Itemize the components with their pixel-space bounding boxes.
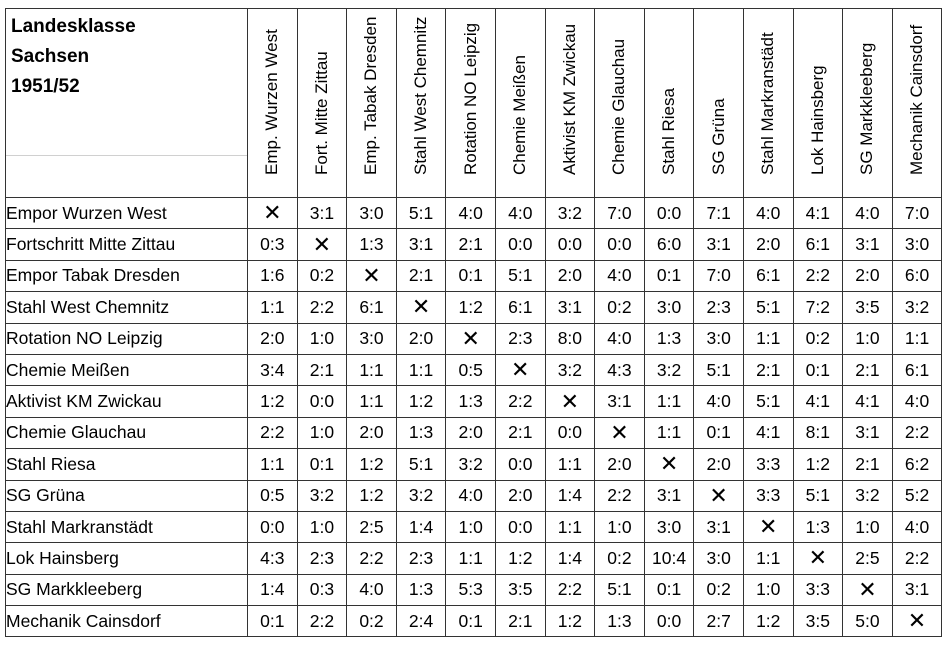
score-cell: 5:1 bbox=[595, 574, 645, 605]
score-cell: 1:2 bbox=[545, 606, 595, 637]
table-row bbox=[6, 511, 942, 542]
score-cell: 2:2 bbox=[595, 480, 645, 511]
score-cell: 0:0 bbox=[545, 417, 595, 448]
row-team-name: Empor Tabak Dresden bbox=[6, 260, 248, 291]
score-cell: 1:2 bbox=[446, 292, 496, 323]
score-cell: 1:4 bbox=[248, 574, 298, 605]
column-header-label: Rotation NO Leipzig bbox=[460, 22, 480, 175]
score-cell: 2:0 bbox=[545, 260, 595, 291]
score-cell: 6:1 bbox=[793, 229, 843, 260]
score-cell: 0:3 bbox=[297, 574, 347, 605]
score-cell: 6:0 bbox=[644, 229, 694, 260]
score-cell: 3:2 bbox=[892, 292, 942, 323]
score-cell: 2:2 bbox=[545, 574, 595, 605]
score-cell: 0:0 bbox=[644, 606, 694, 637]
score-cell: 1:1 bbox=[347, 354, 397, 385]
score-cell: 4:1 bbox=[793, 198, 843, 229]
score-cell: 7:0 bbox=[595, 198, 645, 229]
score-cell: 4:0 bbox=[843, 198, 893, 229]
score-cell: 1:1 bbox=[446, 543, 496, 574]
score-cell: 3:3 bbox=[743, 480, 793, 511]
score-cell: 3:0 bbox=[694, 323, 744, 354]
score-cell: 2:1 bbox=[446, 229, 496, 260]
row-team-name: Empor Wurzen West bbox=[6, 198, 248, 229]
score-cell: 4:0 bbox=[595, 323, 645, 354]
score-cell: 3:5 bbox=[793, 606, 843, 637]
score-cell: 2:2 bbox=[892, 543, 942, 574]
score-cell: 3:2 bbox=[446, 449, 496, 480]
column-header-label: Lok Hainsberg bbox=[807, 65, 827, 175]
score-cell: 7:1 bbox=[694, 198, 744, 229]
score-cell: 4:0 bbox=[892, 386, 942, 417]
score-cell: 3:5 bbox=[843, 292, 893, 323]
self-match-cross-icon: ✕ bbox=[644, 449, 694, 480]
score-cell: 2:1 bbox=[743, 354, 793, 385]
score-cell: 5:1 bbox=[495, 260, 545, 291]
score-cell: 0:5 bbox=[248, 480, 298, 511]
score-cell: 1:4 bbox=[545, 543, 595, 574]
header-row bbox=[6, 9, 942, 198]
score-cell: 3:2 bbox=[396, 480, 446, 511]
score-cell: 1:1 bbox=[396, 354, 446, 385]
score-cell: 0:1 bbox=[644, 574, 694, 605]
score-cell: 1:4 bbox=[396, 511, 446, 542]
column-header-label: SG Grüna bbox=[708, 98, 728, 175]
score-cell: 5:1 bbox=[396, 449, 446, 480]
score-cell: 1:3 bbox=[396, 574, 446, 605]
score-cell: 3:1 bbox=[694, 511, 744, 542]
score-cell: 4:3 bbox=[248, 543, 298, 574]
table-row bbox=[6, 606, 942, 637]
score-cell: 2:0 bbox=[248, 323, 298, 354]
score-cell: 0:2 bbox=[595, 543, 645, 574]
score-cell: 3:0 bbox=[644, 511, 694, 542]
column-header-label: Stahl Markranstädt bbox=[758, 32, 778, 175]
column-header-label: Emp. Wurzen West bbox=[262, 29, 282, 175]
score-cell: 2:0 bbox=[396, 323, 446, 354]
self-match-cross-icon: ✕ bbox=[248, 198, 298, 229]
score-cell: 5:1 bbox=[793, 480, 843, 511]
score-cell: 1:0 bbox=[843, 511, 893, 542]
score-cell: 5:1 bbox=[743, 386, 793, 417]
score-cell: 3:1 bbox=[595, 386, 645, 417]
table-row bbox=[6, 417, 942, 448]
row-team-name: Mechanik Cainsdorf bbox=[6, 606, 248, 637]
score-cell: 1:3 bbox=[347, 229, 397, 260]
score-cell: 3:1 bbox=[843, 229, 893, 260]
score-cell: 7:0 bbox=[892, 198, 942, 229]
score-cell: 2:4 bbox=[396, 606, 446, 637]
score-cell: 1:6 bbox=[248, 260, 298, 291]
column-header-label: Stahl Riesa bbox=[659, 88, 679, 175]
score-cell: 3:5 bbox=[495, 574, 545, 605]
table-row bbox=[6, 229, 942, 260]
table-row bbox=[6, 386, 942, 417]
score-cell: 2:0 bbox=[347, 417, 397, 448]
column-header bbox=[644, 9, 694, 198]
score-cell: 6:1 bbox=[495, 292, 545, 323]
score-cell: 0:0 bbox=[644, 198, 694, 229]
row-team-name: Stahl Markranstädt bbox=[6, 511, 248, 542]
column-header bbox=[793, 9, 843, 198]
score-cell: 2:0 bbox=[446, 417, 496, 448]
score-cell: 4:0 bbox=[495, 198, 545, 229]
score-cell: 0:0 bbox=[495, 229, 545, 260]
column-header-label: Fort. Mitte Zittau bbox=[311, 51, 331, 175]
score-cell: 1:3 bbox=[793, 511, 843, 542]
table-title-cell bbox=[6, 9, 248, 198]
results-table-body bbox=[6, 198, 942, 637]
score-cell: 2:2 bbox=[297, 606, 347, 637]
column-header bbox=[495, 9, 545, 198]
score-cell: 0:1 bbox=[297, 449, 347, 480]
score-cell: 2:3 bbox=[297, 543, 347, 574]
score-cell: 6:1 bbox=[892, 354, 942, 385]
score-cell: 3:2 bbox=[644, 354, 694, 385]
score-cell: 4:3 bbox=[595, 354, 645, 385]
score-cell: 3:2 bbox=[297, 480, 347, 511]
score-cell: 2:1 bbox=[495, 606, 545, 637]
title-line-season: 1951/52 bbox=[11, 76, 80, 97]
score-cell: 0:1 bbox=[644, 260, 694, 291]
score-cell: 2:5 bbox=[347, 511, 397, 542]
score-cell: 0:1 bbox=[446, 260, 496, 291]
score-cell: 4:0 bbox=[347, 574, 397, 605]
score-cell: 1:2 bbox=[743, 606, 793, 637]
score-cell: 2:0 bbox=[694, 449, 744, 480]
score-cell: 1:2 bbox=[793, 449, 843, 480]
score-cell: 6:1 bbox=[743, 260, 793, 291]
row-team-name: Chemie Meißen bbox=[6, 354, 248, 385]
score-cell: 0:1 bbox=[793, 354, 843, 385]
score-cell: 1:0 bbox=[843, 323, 893, 354]
score-cell: 4:0 bbox=[446, 198, 496, 229]
self-match-cross-icon: ✕ bbox=[843, 574, 893, 605]
score-cell: 2:0 bbox=[843, 260, 893, 291]
score-cell: 4:1 bbox=[843, 386, 893, 417]
score-cell: 2:1 bbox=[297, 354, 347, 385]
score-cell: 1:2 bbox=[347, 480, 397, 511]
self-match-cross-icon: ✕ bbox=[297, 229, 347, 260]
score-cell: 0:1 bbox=[446, 606, 496, 637]
score-cell: 6:2 bbox=[892, 449, 942, 480]
score-cell: 1:3 bbox=[446, 386, 496, 417]
column-header bbox=[396, 9, 446, 198]
score-cell: 2:2 bbox=[248, 417, 298, 448]
score-cell: 0:0 bbox=[297, 386, 347, 417]
score-cell: 1:1 bbox=[248, 292, 298, 323]
score-cell: 5:1 bbox=[694, 354, 744, 385]
score-cell: 0:2 bbox=[297, 260, 347, 291]
self-match-cross-icon: ✕ bbox=[396, 292, 446, 323]
score-cell: 4:0 bbox=[743, 198, 793, 229]
score-cell: 3:0 bbox=[347, 198, 397, 229]
score-cell: 5:1 bbox=[396, 198, 446, 229]
table-row bbox=[6, 574, 942, 605]
score-cell: 5:0 bbox=[843, 606, 893, 637]
score-cell: 3:3 bbox=[793, 574, 843, 605]
score-cell: 1:1 bbox=[644, 386, 694, 417]
score-cell: 0:5 bbox=[446, 354, 496, 385]
score-cell: 6:1 bbox=[347, 292, 397, 323]
score-cell: 0:2 bbox=[793, 323, 843, 354]
score-cell: 2:3 bbox=[495, 323, 545, 354]
score-cell: 1:1 bbox=[892, 323, 942, 354]
row-team-name: Stahl Riesa bbox=[6, 449, 248, 480]
score-cell: 3:1 bbox=[545, 292, 595, 323]
score-cell: 1:2 bbox=[248, 386, 298, 417]
score-cell: 3:2 bbox=[545, 198, 595, 229]
column-header bbox=[843, 9, 893, 198]
table-row bbox=[6, 260, 942, 291]
score-cell: 0:0 bbox=[248, 511, 298, 542]
column-header bbox=[248, 9, 298, 198]
score-cell: 3:3 bbox=[743, 449, 793, 480]
score-cell: 2:0 bbox=[495, 480, 545, 511]
score-cell: 2:3 bbox=[694, 292, 744, 323]
self-match-cross-icon: ✕ bbox=[545, 386, 595, 417]
score-cell: 4:0 bbox=[446, 480, 496, 511]
score-cell: 5:3 bbox=[446, 574, 496, 605]
column-header-label: Chemie Meißen bbox=[510, 55, 530, 175]
column-header bbox=[347, 9, 397, 198]
score-cell: 4:1 bbox=[793, 386, 843, 417]
table-row bbox=[6, 292, 942, 323]
score-cell: 1:2 bbox=[495, 543, 545, 574]
column-header-label: Chemie Glauchau bbox=[609, 38, 629, 175]
score-cell: 2:5 bbox=[843, 543, 893, 574]
score-cell: 3:1 bbox=[892, 574, 942, 605]
score-cell: 1:1 bbox=[545, 511, 595, 542]
score-cell: 1:1 bbox=[743, 323, 793, 354]
score-cell: 2:1 bbox=[396, 260, 446, 291]
score-cell: 3:1 bbox=[396, 229, 446, 260]
score-cell: 7:0 bbox=[694, 260, 744, 291]
score-cell: 0:3 bbox=[248, 229, 298, 260]
score-cell: 5:2 bbox=[892, 480, 942, 511]
score-cell: 2:2 bbox=[793, 260, 843, 291]
score-cell: 3:4 bbox=[248, 354, 298, 385]
table-row bbox=[6, 323, 942, 354]
column-header bbox=[446, 9, 496, 198]
self-match-cross-icon: ✕ bbox=[892, 606, 942, 637]
score-cell: 4:0 bbox=[694, 386, 744, 417]
score-cell: 0:1 bbox=[694, 417, 744, 448]
score-cell: 6:0 bbox=[892, 260, 942, 291]
score-cell: 2:3 bbox=[396, 543, 446, 574]
score-cell: 10:4 bbox=[644, 543, 694, 574]
score-cell: 3:1 bbox=[843, 417, 893, 448]
self-match-cross-icon: ✕ bbox=[347, 260, 397, 291]
column-header bbox=[892, 9, 942, 198]
column-header bbox=[297, 9, 347, 198]
score-cell: 1:0 bbox=[743, 574, 793, 605]
table-row bbox=[6, 354, 942, 385]
row-team-name: Aktivist KM Zwickau bbox=[6, 386, 248, 417]
score-cell: 2:1 bbox=[495, 417, 545, 448]
row-team-name: SG Markkleeberg bbox=[6, 574, 248, 605]
score-cell: 0:0 bbox=[545, 229, 595, 260]
score-cell: 1:3 bbox=[644, 323, 694, 354]
score-cell: 1:0 bbox=[595, 511, 645, 542]
score-cell: 0:2 bbox=[595, 292, 645, 323]
column-header-label: Mechanik Cainsdorf bbox=[907, 24, 927, 175]
score-cell: 0:0 bbox=[495, 449, 545, 480]
title-line-region: Sachsen bbox=[11, 46, 90, 67]
row-team-name: Chemie Glauchau bbox=[6, 417, 248, 448]
score-cell: 1:1 bbox=[347, 386, 397, 417]
score-cell: 1:0 bbox=[446, 511, 496, 542]
score-cell: 1:3 bbox=[595, 606, 645, 637]
score-cell: 1:1 bbox=[743, 543, 793, 574]
score-cell: 3:1 bbox=[644, 480, 694, 511]
score-cell: 1:2 bbox=[396, 386, 446, 417]
self-match-cross-icon: ✕ bbox=[446, 323, 496, 354]
score-cell: 1:0 bbox=[297, 323, 347, 354]
score-cell: 3:0 bbox=[644, 292, 694, 323]
row-team-name: Stahl West Chemnitz bbox=[6, 292, 248, 323]
score-cell: 1:1 bbox=[545, 449, 595, 480]
title-line-league: Landesklasse bbox=[11, 16, 136, 37]
score-cell: 3:1 bbox=[297, 198, 347, 229]
row-team-name: Fortschritt Mitte Zittau bbox=[6, 229, 248, 260]
score-cell: 2:2 bbox=[347, 543, 397, 574]
score-cell: 1:2 bbox=[347, 449, 397, 480]
title-divider bbox=[6, 155, 247, 156]
score-cell: 3:2 bbox=[843, 480, 893, 511]
score-cell: 0:1 bbox=[248, 606, 298, 637]
table-row bbox=[6, 543, 942, 574]
score-cell: 3:0 bbox=[892, 229, 942, 260]
score-cell: 2:2 bbox=[892, 417, 942, 448]
score-cell: 1:4 bbox=[545, 480, 595, 511]
column-header bbox=[545, 9, 595, 198]
column-header bbox=[743, 9, 793, 198]
score-cell: 5:1 bbox=[743, 292, 793, 323]
score-cell: 2:0 bbox=[743, 229, 793, 260]
self-match-cross-icon: ✕ bbox=[793, 543, 843, 574]
table-row bbox=[6, 198, 942, 229]
results-table-container bbox=[5, 8, 942, 637]
score-cell: 0:0 bbox=[595, 229, 645, 260]
score-cell: 0:0 bbox=[495, 511, 545, 542]
column-header bbox=[595, 9, 645, 198]
table-row bbox=[6, 480, 942, 511]
self-match-cross-icon: ✕ bbox=[743, 511, 793, 542]
score-cell: 3:2 bbox=[545, 354, 595, 385]
column-header-label: SG Markkleeberg bbox=[857, 42, 877, 175]
row-team-name: SG Grüna bbox=[6, 480, 248, 511]
row-team-name: Lok Hainsberg bbox=[6, 543, 248, 574]
score-cell: 2:1 bbox=[843, 354, 893, 385]
score-cell: 1:1 bbox=[248, 449, 298, 480]
score-cell: 1:1 bbox=[644, 417, 694, 448]
column-header bbox=[694, 9, 744, 198]
self-match-cross-icon: ✕ bbox=[495, 354, 545, 385]
score-cell: 0:2 bbox=[347, 606, 397, 637]
score-cell: 1:0 bbox=[297, 417, 347, 448]
score-cell: 2:1 bbox=[843, 449, 893, 480]
self-match-cross-icon: ✕ bbox=[694, 480, 744, 511]
column-header-label: Stahl West Chemnitz bbox=[411, 16, 431, 175]
score-cell: 4:0 bbox=[892, 511, 942, 542]
score-cell: 4:0 bbox=[595, 260, 645, 291]
score-cell: 8:1 bbox=[793, 417, 843, 448]
score-cell: 3:0 bbox=[694, 543, 744, 574]
score-cell: 2:7 bbox=[694, 606, 744, 637]
score-cell: 2:0 bbox=[595, 449, 645, 480]
score-cell: 8:0 bbox=[545, 323, 595, 354]
score-cell: 1:3 bbox=[396, 417, 446, 448]
score-cell: 3:0 bbox=[347, 323, 397, 354]
column-header-label: Emp. Tabak Dresden bbox=[361, 16, 381, 175]
score-cell: 0:2 bbox=[694, 574, 744, 605]
score-cell: 3:1 bbox=[694, 229, 744, 260]
results-table bbox=[5, 8, 942, 637]
score-cell: 4:1 bbox=[743, 417, 793, 448]
score-cell: 7:2 bbox=[793, 292, 843, 323]
self-match-cross-icon: ✕ bbox=[595, 417, 645, 448]
score-cell: 1:0 bbox=[297, 511, 347, 542]
score-cell: 2:2 bbox=[495, 386, 545, 417]
row-team-name: Rotation NO Leipzig bbox=[6, 323, 248, 354]
table-row bbox=[6, 449, 942, 480]
column-header-label: Aktivist KM Zwickau bbox=[559, 23, 579, 175]
score-cell: 2:2 bbox=[297, 292, 347, 323]
table-title bbox=[6, 9, 247, 102]
